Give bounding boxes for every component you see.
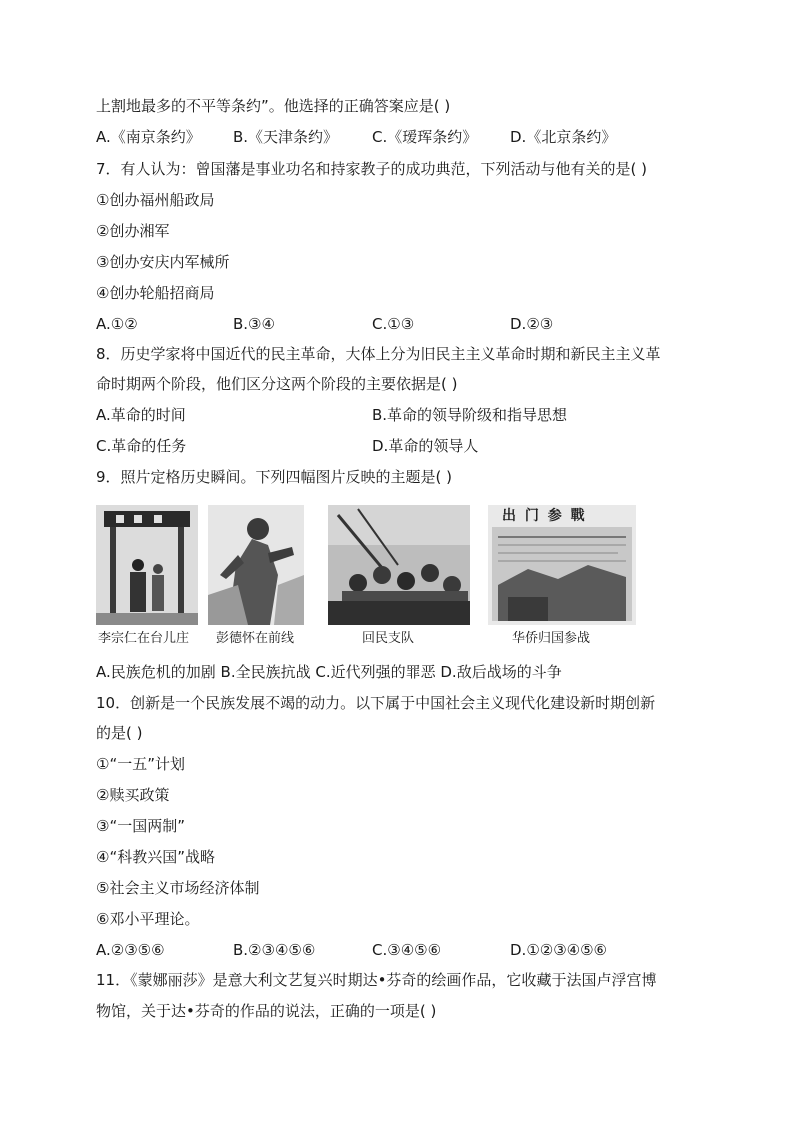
q10-option-b[interactable]: B.②③④⑤⑥	[233, 941, 316, 959]
photo-li-zongren	[96, 505, 198, 625]
question-8-stem-line1: 8．历史学家将中国近代的民主革命，大体上分为旧民主主义革命时期和新民主主义革	[96, 345, 661, 363]
q7-option-d[interactable]: D.②③	[510, 315, 554, 333]
photo-overseas-chinese-headline: 出 门 参 戰	[502, 508, 587, 524]
photo-hui-detachment	[328, 505, 470, 625]
q6-option-a[interactable]: A.《南京条约》	[96, 128, 201, 146]
q10-item-5: ⑤社会主义市场经济体制	[96, 879, 260, 897]
q10-option-c[interactable]: C.③④⑤⑥	[372, 941, 442, 959]
q8-option-c[interactable]: C.革命的任务	[96, 437, 187, 455]
q8-option-a[interactable]: A.革命的时间	[96, 406, 186, 424]
question-11-stem-line2: 物馆，关于达•芬奇的作品的说法，正确的一项是( )	[96, 1002, 437, 1020]
q7-option-b[interactable]: B.③④	[233, 315, 275, 333]
q6-option-c[interactable]: C.《瑷珲条约》	[372, 128, 478, 146]
question-6-stem-tail: 上割地最多的不平等条约”。他选择的正确答案应是( )	[96, 97, 451, 115]
q9-options[interactable]: A.民族危机的加剧 B.全民族抗战 C.近代列强的罪恶 D.敌后战场的斗争	[96, 663, 562, 681]
q10-item-3: ③“一国两制”	[96, 817, 185, 835]
question-10-stem-line2: 的是( )	[96, 724, 143, 742]
photo-li-zongren-caption: 李宗仁在台儿庄	[98, 631, 190, 646]
q8-option-b[interactable]: B.革命的领导阶级和指导思想	[372, 406, 568, 424]
q10-item-4: ④“科教兴国”战略	[96, 848, 215, 866]
photo-overseas-chinese	[488, 505, 636, 625]
question-8-stem-line2: 命时期两个阶段，他们区分这两个阶段的主要依据是( )	[96, 375, 458, 393]
question-11-stem-line1: 11．《蒙娜丽莎》是意大利文艺复兴时期达•芬奇的绘画作品，它收藏于法国卢浮宫博	[96, 971, 657, 989]
photo-peng-dehuai	[208, 505, 304, 625]
q7-item-3: ③创办安庆内军械所	[96, 253, 230, 271]
photo-overseas-chinese-caption: 华侨归国参战	[512, 631, 591, 646]
q10-item-6: ⑥邓小平理论。	[96, 910, 200, 928]
question-9-stem: 9．照片定格历史瞬间。下列四幅图片反映的主题是( )	[96, 468, 453, 486]
q7-item-4: ④创办轮船招商局	[96, 284, 215, 302]
q10-item-1: ①“一五”计划	[96, 755, 185, 773]
q10-item-2: ②赎买政策	[96, 786, 170, 804]
q8-option-d[interactable]: D.革命的领导人	[372, 437, 479, 455]
photo-peng-dehuai-caption: 彭德怀在前线	[216, 631, 295, 646]
q6-option-b[interactable]: B.《天津条约》	[233, 128, 339, 146]
q10-option-a[interactable]: A.②③⑤⑥	[96, 941, 165, 959]
q7-item-1: ①创办福州船政局	[96, 191, 215, 209]
q7-item-2: ②创办湘军	[96, 222, 170, 240]
question-7-stem: 7．有人认为：曾国藩是事业功名和持家教子的成功典范，下列活动与他有关的是( )	[96, 160, 648, 178]
photo-hui-detachment-caption: 回民支队	[362, 631, 415, 646]
q6-option-d[interactable]: D.《北京条约》	[510, 128, 617, 146]
question-10-stem-line1: 10．创新是一个民族发展不竭的动力。以下属于中国社会主义现代化建设新时期创新	[96, 694, 656, 712]
q9-photo-strip	[96, 505, 641, 655]
q10-option-d[interactable]: D.①②③④⑤⑥	[510, 941, 608, 959]
q7-option-a[interactable]: A.①②	[96, 315, 138, 333]
q7-option-c[interactable]: C.①③	[372, 315, 415, 333]
